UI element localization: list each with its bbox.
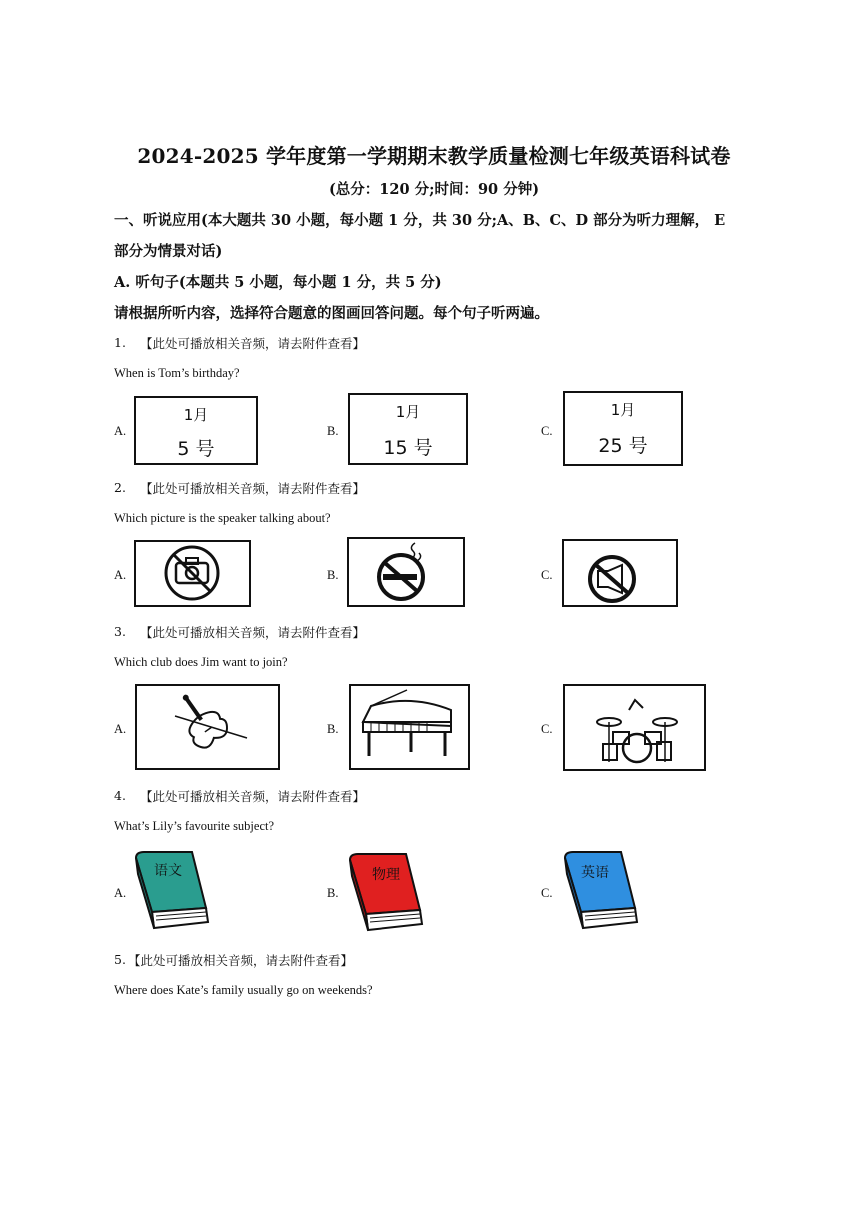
- question-3-text: Which club does Jim want to join?: [114, 655, 288, 669]
- q2-option-b-picture[interactable]: [347, 537, 465, 607]
- q3-option-b-picture[interactable]: [349, 684, 470, 770]
- q4-option-b-label[interactable]: B.: [327, 886, 339, 900]
- question-5-number: 5.: [114, 952, 126, 967]
- audio-note-5[interactable]: 【此处可播放相关音频，请去附件查看】: [128, 953, 354, 968]
- q4-option-a-label[interactable]: A.: [114, 886, 127, 900]
- audio-note-4[interactable]: 【此处可播放相关音频，请去附件查看】: [140, 789, 366, 804]
- q2-option-a-picture[interactable]: [134, 540, 251, 607]
- q1-option-b-picture[interactable]: [348, 393, 468, 465]
- piano-icon: [351, 686, 468, 768]
- q1b-month: 1月: [395, 403, 421, 421]
- question-1-number: 1.: [114, 335, 126, 350]
- q2-option-a-label[interactable]: A.: [114, 568, 127, 582]
- q4-option-a-picture[interactable]: [132, 850, 212, 932]
- exam-title: 2024-2025 学年度第一学期期末教学质量检测七年级英语科试卷: [137, 144, 731, 168]
- q1c-day: 25 号: [598, 435, 648, 457]
- section-heading-line1: 一、听说应用(本大题共 30 小题，每小题 1 分，共 30 分;A、B、C、D 部分为听力理解， E: [114, 212, 726, 229]
- drum-kit-icon: [565, 686, 704, 769]
- question-4-text: What’s Lily’s favourite subject?: [114, 819, 275, 833]
- q1b-day: 15 号: [383, 437, 433, 459]
- audio-note-2[interactable]: 【此处可播放相关音频，请去附件查看】: [140, 481, 366, 496]
- exam-subtitle: (总分：120 分;时间：90 分钟): [328, 181, 540, 198]
- audio-note-1[interactable]: 【此处可播放相关音频，请去附件查看】: [140, 336, 366, 351]
- q1-option-a-label[interactable]: A.: [114, 424, 127, 438]
- q1-option-c-label[interactable]: C.: [541, 424, 553, 438]
- question-2-text: Which picture is the speaker talking about?: [114, 511, 331, 525]
- q3-option-c-picture[interactable]: [563, 684, 706, 771]
- q1a-month: 1月: [183, 406, 209, 424]
- question-3-number: 3.: [114, 624, 126, 639]
- violin-icon: [137, 686, 278, 768]
- question-2-number: 2.: [114, 480, 126, 495]
- question-4-number: 4.: [114, 788, 126, 803]
- q2-option-b-label[interactable]: B.: [327, 568, 339, 582]
- q2-option-c-label[interactable]: C.: [541, 568, 553, 582]
- no-smoking-icon: [349, 539, 463, 605]
- q4-option-b-picture[interactable]: [346, 852, 426, 934]
- q3-option-b-label[interactable]: B.: [327, 722, 339, 736]
- q1-option-c-picture[interactable]: [563, 391, 683, 466]
- part-a-heading: A. 听句子(本题共 5 小题，每小题 1 分，共 5 分): [114, 274, 442, 291]
- q4b-book-label: 物理: [372, 867, 400, 883]
- audio-note-3[interactable]: 【此处可播放相关音频，请去附件查看】: [140, 625, 366, 640]
- question-1-text: When is Tom’s birthday?: [114, 366, 240, 380]
- q4a-book-label: 语文: [154, 863, 182, 879]
- q3-option-a-label[interactable]: A.: [114, 722, 127, 736]
- q1-option-a-picture[interactable]: [134, 396, 258, 465]
- q4c-book-label: 英语: [581, 865, 609, 881]
- q1a-day: 5 号: [177, 438, 215, 460]
- question-5-text: Where does Kate’s family usually go on weekends?: [114, 983, 373, 997]
- q4-option-c-picture[interactable]: [561, 850, 641, 932]
- q3-option-c-label[interactable]: C.: [541, 722, 553, 736]
- q2-option-c-picture[interactable]: [562, 539, 678, 607]
- section-heading-line2: 部分为情景对话): [114, 243, 223, 260]
- no-camera-icon: [136, 542, 249, 605]
- q1c-month: 1月: [610, 401, 636, 419]
- instruction-text: 请根据所听内容，选择符合题意的图画回答问题。每个句子听两遍。: [114, 305, 549, 322]
- q3-option-a-picture[interactable]: [135, 684, 280, 770]
- no-horn-icon: [564, 541, 676, 605]
- q4-option-c-label[interactable]: C.: [541, 886, 553, 900]
- q1-option-b-label[interactable]: B.: [327, 424, 339, 438]
